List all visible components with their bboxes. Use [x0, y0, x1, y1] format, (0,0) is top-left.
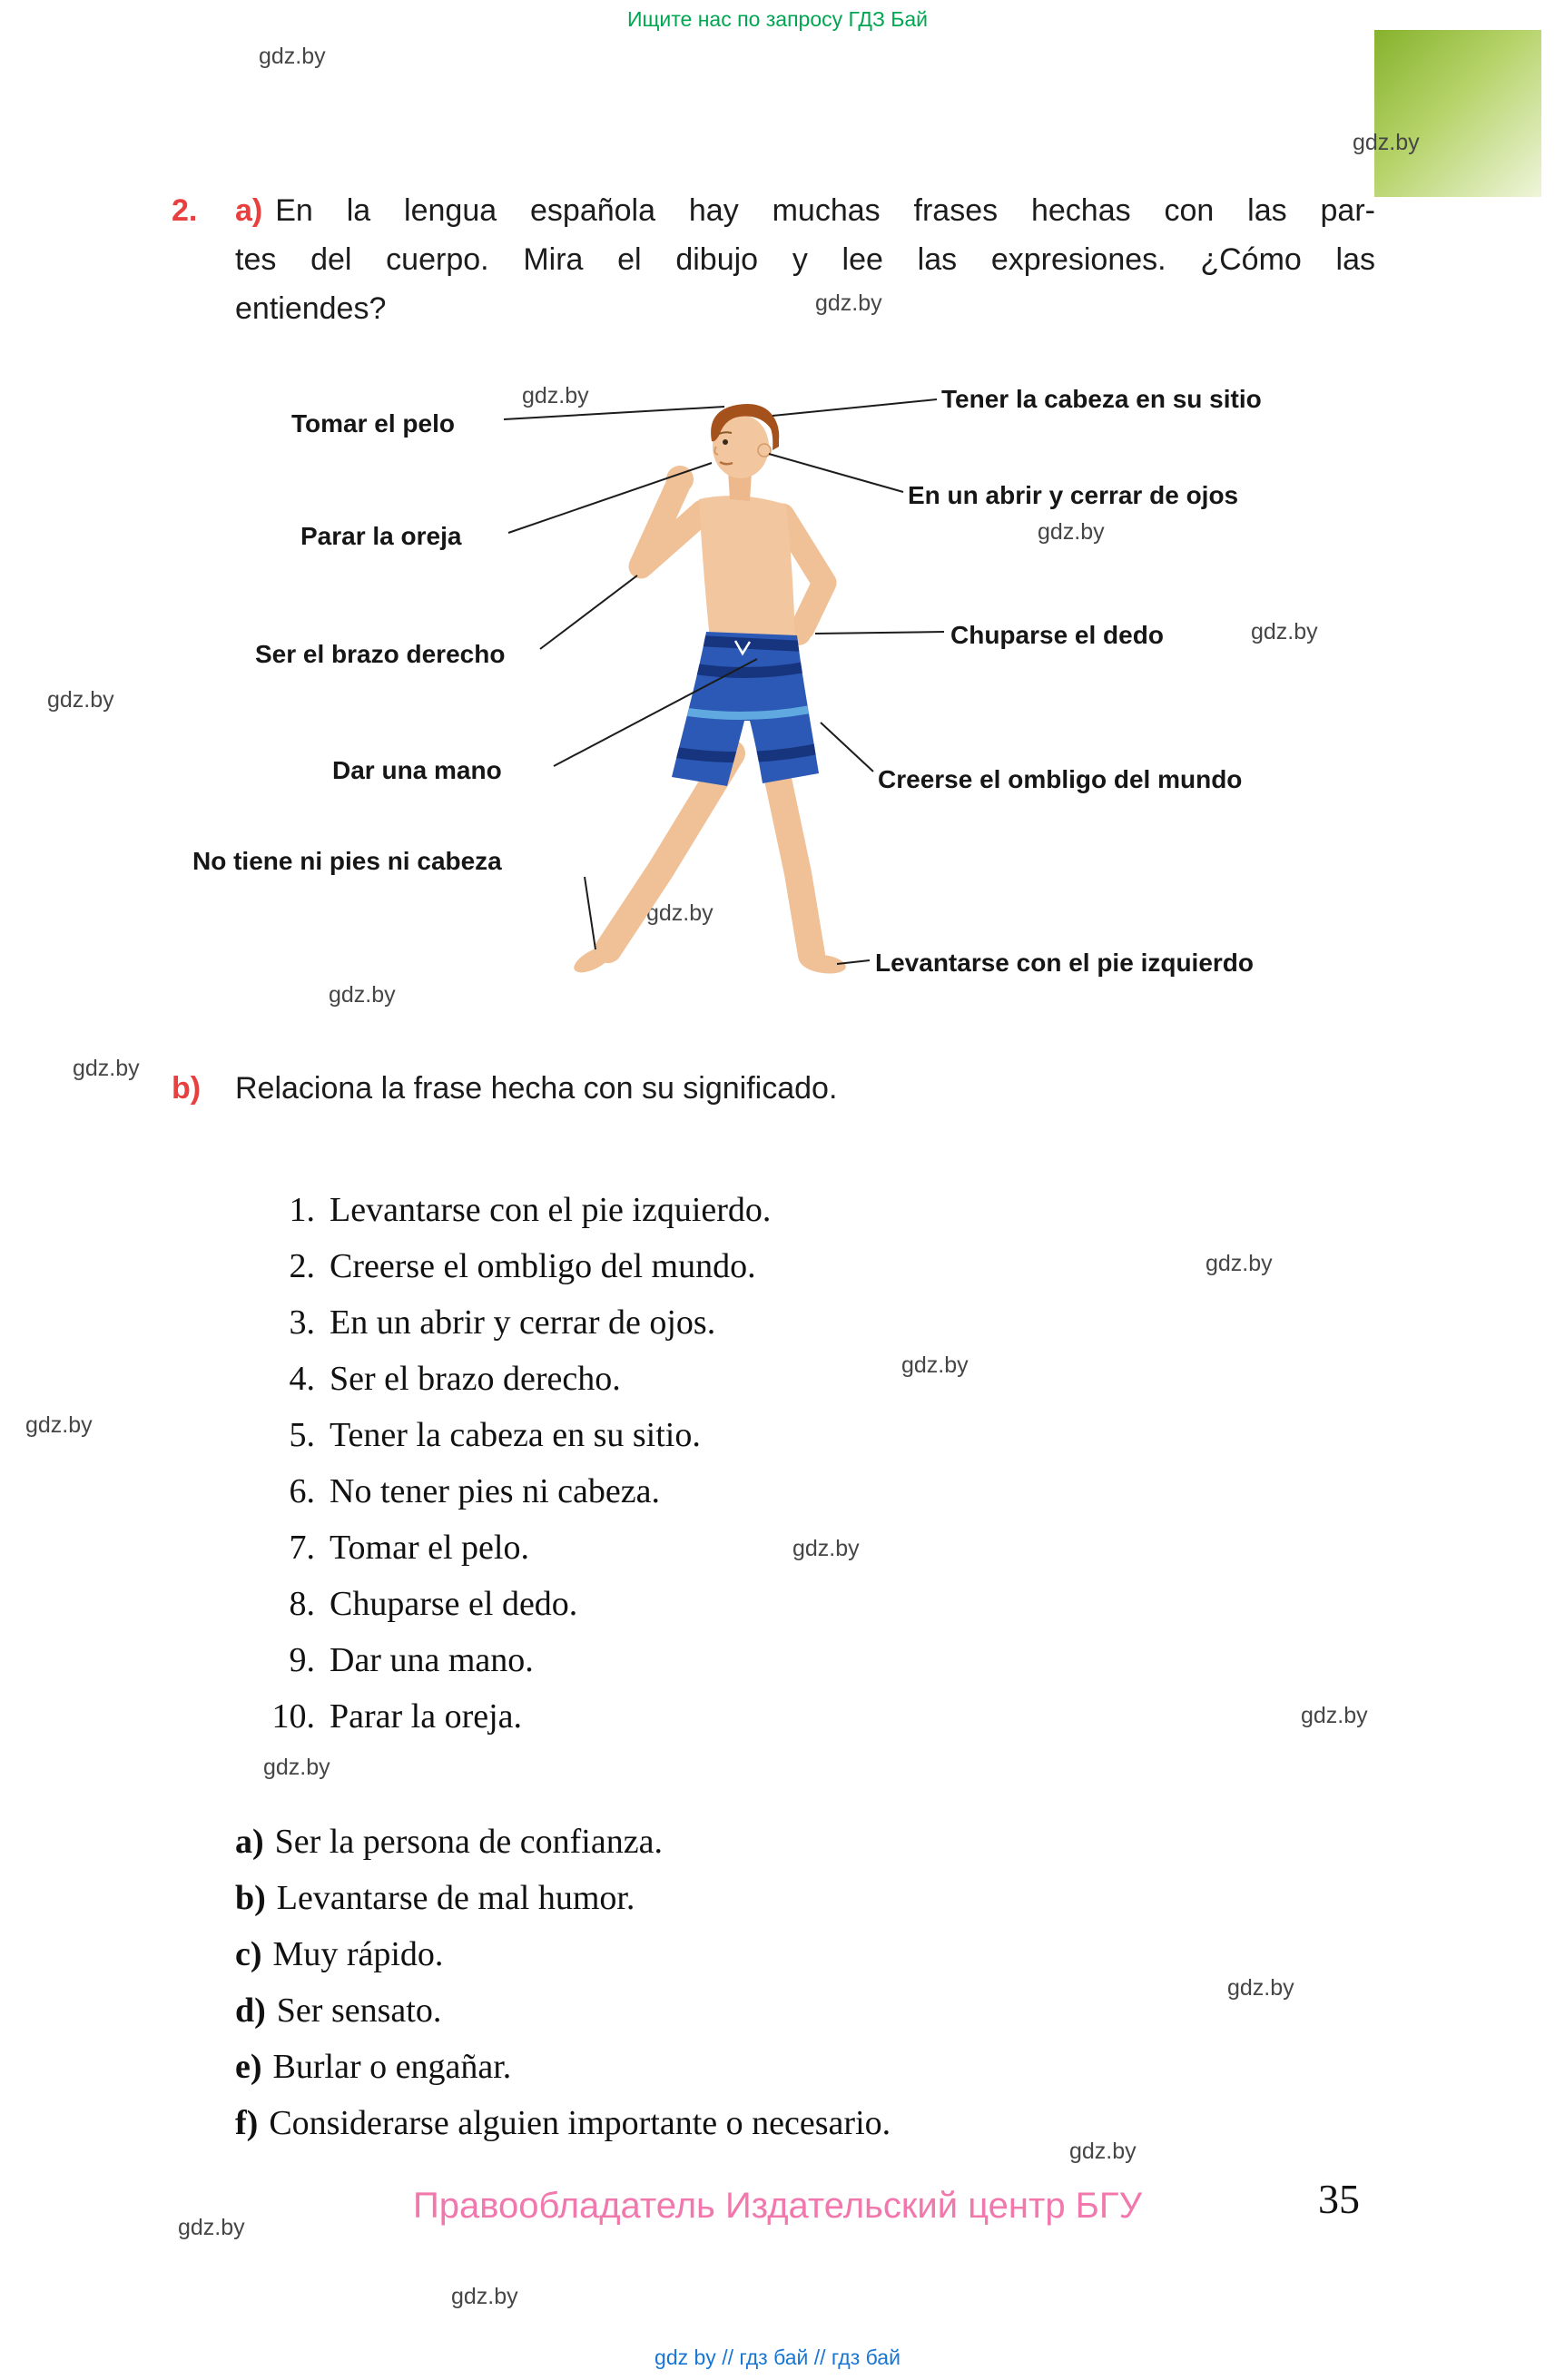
phrase-number: 8.: [289, 1585, 315, 1623]
gdz-watermark: gdz.by: [1301, 1703, 1368, 1728]
part-b-heading: [172, 1071, 837, 1106]
gdz-watermark: gdz.by: [329, 982, 396, 1008]
gdz-watermark: gdz.by: [1251, 619, 1318, 644]
meaning-item: [235, 2095, 891, 2151]
meaning-letter: c): [235, 1935, 262, 1973]
meaning-text: Ser la persona de confianza.: [274, 1823, 663, 1861]
phrase-text: Ser el brazo derecho.: [330, 1360, 621, 1398]
meaning-letter: e): [235, 2048, 262, 2086]
bottom-links[interactable]: gdz by // гдз бай // гдз бай: [654, 2346, 901, 2369]
phrase-number: 3.: [289, 1303, 315, 1342]
phrase-item: [235, 1463, 771, 1519]
phrase-text: Levantarse con el pie izquierdo.: [330, 1191, 772, 1229]
phrase-text: Tener la cabeza en su sitio.: [330, 1416, 701, 1454]
phrase-number: 4.: [289, 1360, 315, 1398]
meaning-item: [235, 1814, 891, 1870]
phrase-text: Chuparse el dedo.: [330, 1585, 578, 1623]
green-gradient-decoration: [1374, 30, 1541, 197]
phrase-text: Tomar el pelo.: [330, 1529, 529, 1567]
boy-illustration: [570, 404, 847, 978]
gdz-watermark: gdz.by: [1206, 1251, 1273, 1276]
phrase-item: [235, 1519, 771, 1576]
gdz-watermark: gdz.by: [646, 900, 714, 926]
gdz-watermark: gdz.by: [259, 44, 326, 69]
part-a-label: a): [235, 193, 263, 228]
figure-label-creerse-el-ombligo: Creerse el ombligo del mundo: [878, 765, 1243, 793]
phrase-text: Dar una mano.: [330, 1641, 534, 1679]
figure-label-no-tiene-ni-pies: No tiene ni pies ni cabeza: [192, 847, 502, 875]
phrase-number: 5.: [289, 1416, 315, 1454]
gdz-watermark: gdz.by: [1353, 130, 1420, 155]
phrase-number: 10.: [271, 1697, 315, 1736]
phrase-item: [235, 1238, 771, 1294]
gdz-watermark: gdz.by: [1069, 2139, 1137, 2164]
gdz-watermark: gdz.by: [263, 1755, 330, 1780]
phrases-list: [235, 1182, 771, 1745]
figure-label-levantarse-pie-izq: Levantarse con el pie izquierdo: [875, 949, 1255, 977]
gdz-watermark: gdz.by: [25, 1412, 93, 1438]
figure-label-dar-una-mano: Dar una mano: [332, 756, 502, 784]
gdz-watermark: gdz.by: [901, 1352, 969, 1378]
phrase-item: [235, 1351, 771, 1407]
figure-label-parar-la-oreja: Parar la oreja: [300, 522, 462, 550]
gdz-watermark: gdz.by: [451, 2284, 518, 2309]
phrase-item: [235, 1576, 771, 1632]
exercise-intro-text: [235, 186, 1375, 333]
figure-label-ser-el-brazo-derecho: Ser el brazo derecho: [255, 640, 506, 668]
gdz-watermark: gdz.by: [1227, 1975, 1294, 2001]
intro-line-1-text: En la lengua española hay muchas frases hechas con las par-: [275, 193, 1375, 228]
meaning-letter: d): [235, 1992, 266, 2030]
page-number: 35: [1318, 2176, 1360, 2222]
exercise-number: 2.: [172, 193, 198, 228]
meaning-letter: f): [235, 2104, 259, 2142]
body-idioms-illustration: [227, 363, 1407, 998]
phrase-item: [235, 1688, 771, 1745]
gdz-watermark: gdz.by: [178, 2215, 245, 2240]
meaning-item: [235, 1982, 891, 2039]
top-banner-text: Ищите нас по запросу ГДЗ Бай: [626, 7, 929, 31]
phrase-number: 6.: [289, 1472, 315, 1510]
figure-label-tener-la-cabeza: Tener la cabeza en su sitio: [941, 385, 1262, 413]
meaning-item: [235, 1926, 891, 1982]
copyright-text: Правообладатель Издательский центр БГУ: [412, 2186, 1142, 2226]
phrase-text: Creerse el ombligo del mundo.: [330, 1247, 756, 1285]
figure-label-tomar-el-pelo: Tomar el pelo: [291, 409, 455, 438]
phrase-number: 1.: [289, 1191, 315, 1229]
figure-label-en-un-abrir-y-cerrar: En un abrir y cerrar de ojos: [908, 481, 1239, 509]
meaning-item: [235, 2039, 891, 2095]
phrase-text: En un abrir y cerrar de ojos.: [330, 1303, 716, 1342]
meaning-text: Muy rápido.: [272, 1935, 444, 1973]
part-b-label: b): [172, 1071, 202, 1106]
intro-line-1: [235, 186, 1375, 235]
meaning-text: Ser sensato.: [276, 1992, 442, 2030]
phrase-text: No tener pies ni cabeza.: [330, 1472, 660, 1510]
gdz-watermark: gdz.by: [522, 383, 589, 408]
phrase-item: [235, 1294, 771, 1351]
intro-line-2: tes del cuerpo. Mira el dibujo y lee las expresiones. ¿Cómo las: [235, 242, 1375, 277]
phrase-item: [235, 1407, 771, 1463]
phrase-number: 2.: [289, 1247, 315, 1285]
phrase-number: 7.: [289, 1529, 315, 1567]
meaning-letter: a): [235, 1823, 264, 1861]
figure-label-chuparse-el-dedo: Chuparse el dedo: [950, 621, 1164, 649]
phrase-item: [235, 1632, 771, 1688]
gdz-watermark: gdz.by: [815, 290, 882, 316]
gdz-watermark: gdz.by: [73, 1056, 140, 1081]
meaning-text: Levantarse de mal humor.: [276, 1879, 635, 1917]
phrase-item: [235, 1182, 771, 1238]
meaning-item: [235, 1870, 891, 1926]
phrase-number: 9.: [289, 1641, 315, 1679]
meaning-text: Burlar o engañar.: [272, 2048, 512, 2086]
meaning-letter: b): [235, 1879, 266, 1917]
meanings-list: [235, 1814, 891, 2151]
phrase-text: Parar la oreja.: [330, 1697, 523, 1736]
gdz-watermark: gdz.by: [1038, 519, 1105, 545]
part-b-text: Relaciona la frase hecha con su significado.: [235, 1071, 838, 1106]
exercise-intro: [172, 186, 1375, 333]
gdz-watermark: gdz.by: [47, 687, 114, 713]
intro-line-3: entiendes?: [235, 291, 387, 326]
meaning-text: Considerarse alguien importante o necesario.: [269, 2104, 891, 2142]
gdz-watermark: gdz.by: [792, 1536, 860, 1561]
